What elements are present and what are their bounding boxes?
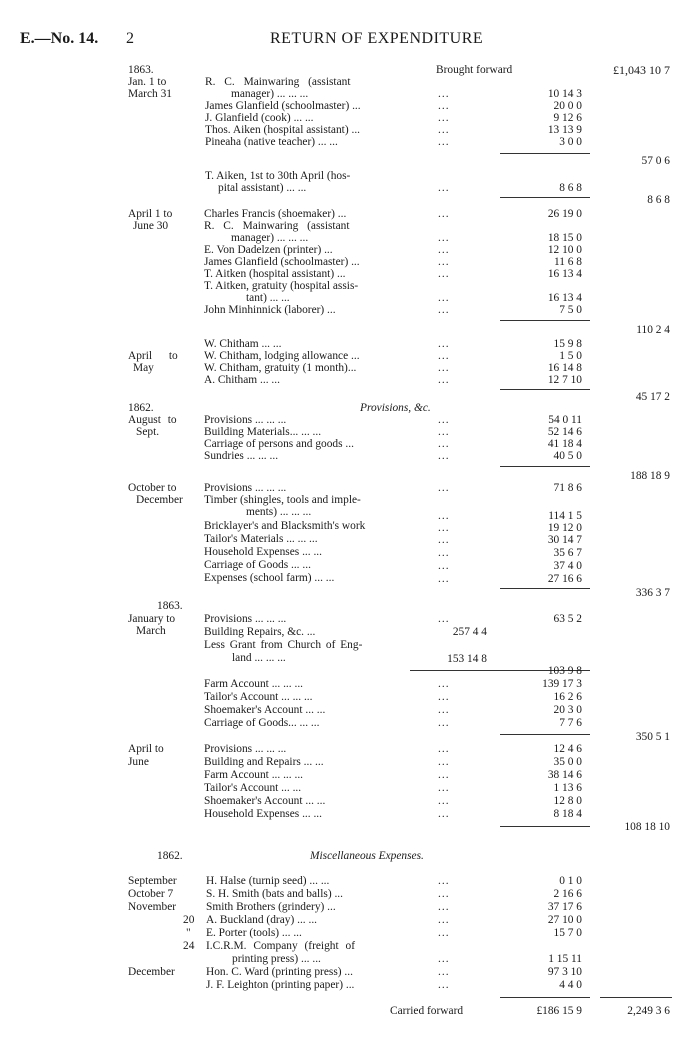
expense-desc: Carriage of persons and goods ... bbox=[204, 438, 354, 450]
date-label: January to bbox=[128, 613, 176, 625]
expense-desc: Provisions ... ... ... bbox=[204, 414, 287, 426]
date-label: Sept. bbox=[136, 426, 160, 438]
expense-desc: Carriage of Goods ... ... bbox=[204, 559, 311, 571]
year-label: 1863. bbox=[157, 600, 183, 612]
expense-desc: S. H. Smith (bats and balls) ... bbox=[206, 888, 343, 900]
expense-desc: Tailor's Account ... ... ... bbox=[204, 691, 313, 703]
year-label: 1863. bbox=[128, 64, 154, 76]
date-label: September bbox=[128, 875, 177, 887]
expense-desc: Expenses (school farm) ... ... bbox=[204, 572, 335, 584]
dot-leader: ... bbox=[438, 100, 450, 112]
dot-leader: ... bbox=[438, 438, 450, 450]
expense-desc: T. Aitken (hospital assistant) ... bbox=[204, 268, 346, 280]
expense-desc: A. Chitham ... ... bbox=[204, 374, 280, 386]
dot-leader: ... bbox=[438, 573, 450, 585]
subtotal: 110 2 4 bbox=[636, 324, 670, 336]
expense-desc: Shoemaker's Account ... ... bbox=[204, 795, 326, 807]
dot-leader: ... bbox=[438, 136, 450, 148]
dot-leader: ... bbox=[438, 414, 450, 426]
dot-leader: ... bbox=[438, 338, 450, 350]
date-label: August to bbox=[128, 414, 177, 426]
page-number: 2 bbox=[126, 30, 134, 47]
dot-leader: ... bbox=[438, 795, 450, 807]
dot-leader: ... bbox=[438, 232, 450, 244]
expense-amount: 16 14 8 bbox=[547, 362, 582, 374]
expense-amount: 153 14 8 bbox=[447, 653, 487, 665]
expense-amount: 139 17 3 bbox=[542, 678, 582, 690]
dot-leader: ... bbox=[438, 888, 450, 900]
rule bbox=[500, 588, 590, 589]
expense-amount: 41 18 4 bbox=[547, 438, 582, 450]
expense-amount: 4 4 0 bbox=[559, 979, 582, 991]
dot-leader: ... bbox=[438, 914, 450, 926]
ditto-mark: " bbox=[186, 927, 191, 939]
date-label: 24 bbox=[183, 940, 195, 952]
expense-amount: 1 13 6 bbox=[553, 782, 582, 794]
expense-amount: 27 10 0 bbox=[547, 914, 582, 926]
expense-desc: John Minhinnick (laborer) ... bbox=[204, 304, 336, 316]
dot-leader: ... bbox=[438, 782, 450, 794]
expense-amount: 71 8 6 bbox=[553, 482, 582, 494]
expense-amount: 37 17 6 bbox=[547, 901, 582, 913]
expense-amount: 15 9 8 bbox=[553, 338, 582, 350]
expense-amount: 8 18 4 bbox=[553, 808, 582, 820]
expense-desc: J. F. Leighton (printing paper) ... bbox=[206, 979, 355, 991]
rule bbox=[500, 826, 590, 827]
expense-amount: 0 1 0 bbox=[559, 875, 582, 887]
carried-forward-amount: £186 15 9 bbox=[536, 1005, 582, 1017]
expense-desc: W. Chitham ... ... bbox=[204, 338, 282, 350]
document-reference: E.—No. 14. bbox=[20, 30, 99, 47]
dot-leader: ... bbox=[438, 268, 450, 280]
expense-desc: Farm Account ... ... ... bbox=[204, 769, 304, 781]
dot-leader: ... bbox=[438, 901, 450, 913]
expense-amount: 1 5 0 bbox=[559, 350, 582, 362]
expense-amount: 12 10 0 bbox=[547, 244, 582, 256]
expense-desc: Timber (shingles, tools and imple- bbox=[204, 494, 361, 506]
expense-amount: 2 16 6 bbox=[553, 888, 582, 900]
dot-leader: ... bbox=[438, 350, 450, 362]
expense-desc: ments) ... ... ... bbox=[246, 506, 312, 518]
expense-amount: 13 13 9 bbox=[547, 124, 582, 136]
expense-desc: Building Repairs, &c. ... bbox=[204, 626, 316, 638]
rule bbox=[500, 153, 590, 154]
expense-desc: Sundries ... ... ... bbox=[204, 450, 279, 462]
expense-amount: 12 8 0 bbox=[553, 795, 582, 807]
dot-leader: ... bbox=[438, 966, 450, 978]
expense-amount: 35 0 0 bbox=[553, 756, 582, 768]
expense-desc: Smith Brothers (grindery) ... bbox=[206, 901, 336, 913]
dot-leader: ... bbox=[438, 124, 450, 136]
dot-leader: ... bbox=[438, 808, 450, 820]
expense-desc: Provisions ... ... ... bbox=[204, 743, 287, 755]
expense-amount: 11 6 8 bbox=[553, 256, 582, 268]
date-label: 20 bbox=[183, 914, 195, 926]
date-label: March 31 bbox=[128, 88, 172, 100]
expense-desc: E. Von Dadelzen (printer) ... bbox=[204, 244, 333, 256]
rule bbox=[600, 997, 672, 998]
subtotal: 57 0 6 bbox=[641, 155, 670, 167]
dot-leader: ... bbox=[438, 560, 450, 572]
expense-desc: land ... ... ... bbox=[232, 652, 286, 664]
dot-leader: ... bbox=[438, 362, 450, 374]
expense-amount: 38 14 6 bbox=[547, 769, 582, 781]
expense-desc: Farm Account ... ... ... bbox=[204, 678, 304, 690]
rule bbox=[500, 466, 590, 467]
subtotal: 45 17 2 bbox=[635, 391, 670, 403]
expense-amount: 7 5 0 bbox=[559, 304, 582, 316]
expense-desc: Less Grant from Church of Eng- bbox=[204, 639, 363, 651]
expense-amount: 12 4 6 bbox=[553, 743, 582, 755]
expense-desc: W. Chitham, lodging allowance ... bbox=[204, 350, 360, 362]
date-label: April to bbox=[128, 350, 178, 362]
section-heading: Miscellaneous Expenses. bbox=[310, 850, 424, 862]
expense-desc: James Glanfield (schoolmaster) ... bbox=[204, 256, 360, 268]
date-label: October to bbox=[128, 482, 177, 494]
expense-amount: 26 19 0 bbox=[547, 208, 582, 220]
expense-desc: Hon. C. Ward (printing press) ... bbox=[206, 966, 353, 978]
brought-forward-amount: £1,043 10 7 bbox=[613, 63, 670, 77]
rule bbox=[500, 389, 590, 390]
dot-leader: ... bbox=[438, 450, 450, 462]
date-label: October 7 bbox=[128, 888, 174, 900]
date-label: March bbox=[136, 625, 166, 637]
expense-desc: Building and Repairs ... ... bbox=[204, 756, 324, 768]
expense-amount: 52 14 6 bbox=[547, 426, 582, 438]
expense-desc: Pineaha (native teacher) ... ... bbox=[205, 136, 338, 148]
dot-leader: ... bbox=[438, 927, 450, 939]
dot-leader: ... bbox=[438, 426, 450, 438]
subtotal: 336 3 7 bbox=[635, 587, 670, 599]
expense-amount: 1 15 11 bbox=[548, 953, 582, 965]
expense-amount: 257 4 4 bbox=[452, 626, 487, 638]
dot-leader: ... bbox=[438, 678, 450, 690]
expense-amount: 103 9 8 bbox=[547, 665, 582, 677]
date-label: June 30 bbox=[133, 220, 169, 232]
carried-forward-label: Carried forward bbox=[390, 1005, 464, 1017]
expense-amount: 12 7 10 bbox=[547, 374, 582, 386]
expense-desc: H. Halse (turnip seed) ... ... bbox=[206, 875, 330, 887]
expense-amount: 20 0 0 bbox=[553, 100, 582, 112]
expense-desc: Thos. Aiken (hospital assistant) ... bbox=[205, 124, 361, 136]
expense-amount: 63 5 2 bbox=[553, 613, 582, 625]
expense-desc: Provisions ... ... ... bbox=[204, 613, 287, 625]
dot-leader: ... bbox=[438, 510, 450, 522]
dot-leader: ... bbox=[438, 717, 450, 729]
section-heading: Provisions, &c. bbox=[360, 402, 431, 414]
expense-desc: manager) ... ... ... bbox=[231, 88, 309, 100]
expense-desc: Household Expenses ... ... bbox=[204, 808, 323, 820]
expense-desc: T. Aitken, gratuity (hospital assis- bbox=[204, 280, 359, 292]
dot-leader: ... bbox=[438, 691, 450, 703]
dot-leader: ... bbox=[438, 979, 450, 991]
dot-leader: ... bbox=[438, 756, 450, 768]
expense-desc: Household Expenses ... ... bbox=[204, 546, 323, 558]
expense-desc: Tailor's Account ... ... bbox=[204, 782, 302, 794]
dot-leader: ... bbox=[438, 482, 450, 494]
date-label: April to bbox=[128, 743, 164, 755]
expense-amount: 15 7 0 bbox=[553, 927, 582, 939]
expense-desc: W. Chitham, gratuity (1 month)... bbox=[204, 362, 357, 374]
expense-amount: 16 2 6 bbox=[553, 691, 582, 703]
dot-leader: ... bbox=[438, 292, 450, 304]
year-label: 1862. bbox=[157, 850, 183, 862]
expense-amount: 97 3 10 bbox=[547, 966, 582, 978]
dot-leader: ... bbox=[438, 182, 450, 194]
rule bbox=[500, 320, 590, 321]
expense-desc: A. Buckland (dray) ... ... bbox=[206, 914, 318, 926]
dot-leader: ... bbox=[438, 953, 450, 965]
date-label: December bbox=[136, 494, 183, 506]
expense-amount: 16 13 4 bbox=[547, 292, 582, 304]
dot-leader: ... bbox=[438, 374, 450, 386]
expense-amount: 35 6 7 bbox=[553, 547, 582, 559]
expense-desc: R. C. Mainwaring (assistant bbox=[204, 220, 350, 232]
page-title: RETURN OF EXPENDITURE bbox=[270, 30, 484, 47]
expense-desc: Shoemaker's Account ... ... bbox=[204, 704, 326, 716]
dot-leader: ... bbox=[438, 304, 450, 316]
expense-amount: 3 0 0 bbox=[559, 136, 582, 148]
date-label: November bbox=[128, 901, 177, 913]
expense-desc: pital assistant) ... ... bbox=[218, 182, 307, 194]
dot-leader: ... bbox=[438, 88, 450, 100]
dot-leader: ... bbox=[438, 547, 450, 559]
expense-amount: 7 7 6 bbox=[559, 717, 582, 729]
dot-leader: ... bbox=[438, 534, 450, 546]
date-label: December bbox=[128, 966, 175, 978]
expense-amount: 40 5 0 bbox=[553, 450, 582, 462]
expense-desc: Charles Francis (shoemaker) ... bbox=[204, 208, 347, 220]
expense-desc: T. Aiken, 1st to 30th April (hos- bbox=[205, 170, 351, 182]
dot-leader: ... bbox=[438, 256, 450, 268]
expense-amount: 114 1 5 bbox=[548, 510, 582, 522]
dot-leader: ... bbox=[438, 875, 450, 887]
expense-desc: printing press) ... ... bbox=[232, 953, 321, 965]
dot-leader: ... bbox=[438, 244, 450, 256]
dot-leader: ... bbox=[438, 704, 450, 716]
expense-desc: I.C.R.M. Company (freight of bbox=[206, 940, 355, 952]
expense-desc: Provisions ... ... ... bbox=[204, 482, 287, 494]
expense-desc: Tailor's Materials ... ... ... bbox=[204, 533, 318, 545]
subtotal: 188 18 9 bbox=[630, 470, 670, 482]
dot-leader: ... bbox=[438, 522, 450, 534]
year-label: 1862. bbox=[128, 402, 154, 414]
date-label: Jan. 1 to bbox=[128, 76, 167, 88]
expense-amount: 37 4 0 bbox=[553, 560, 582, 572]
subtotal: 8 6 8 bbox=[647, 194, 670, 206]
expense-desc: James Glanfield (schoolmaster) ... bbox=[205, 100, 361, 112]
dot-leader: ... bbox=[438, 208, 450, 220]
expense-desc: manager) ... ... ... bbox=[231, 232, 309, 244]
expense-amount: 30 14 7 bbox=[547, 534, 582, 546]
expense-desc: R. C. Mainwaring (assistant bbox=[205, 76, 351, 88]
date-label: June bbox=[128, 756, 149, 768]
expense-desc: Carriage of Goods... ... ... bbox=[204, 717, 320, 729]
carried-forward-total: 2,249 3 6 bbox=[627, 1005, 670, 1017]
expense-amount: 16 13 4 bbox=[547, 268, 582, 280]
expense-desc: E. Porter (tools) ... ... bbox=[206, 927, 302, 939]
expense-desc: Building Materials... ... ... bbox=[204, 426, 322, 438]
expense-amount: 54 0 11 bbox=[548, 414, 582, 426]
expense-amount: 8 6 8 bbox=[559, 182, 582, 194]
expense-amount: 10 14 3 bbox=[547, 88, 582, 100]
expense-desc: Bricklayer's and Blacksmith's work bbox=[204, 520, 366, 532]
expense-amount: 9 12 6 bbox=[553, 112, 582, 124]
date-label: May bbox=[133, 362, 154, 374]
expense-amount: 20 3 0 bbox=[553, 704, 582, 716]
expense-amount: 18 15 0 bbox=[547, 232, 582, 244]
dot-leader: ... bbox=[438, 769, 450, 781]
dot-leader: ... bbox=[438, 743, 450, 755]
dot-leader: ... bbox=[438, 613, 450, 625]
subtotal: 350 5 1 bbox=[635, 731, 670, 743]
subtotal: 108 18 10 bbox=[624, 821, 670, 833]
rule bbox=[500, 734, 590, 735]
rule bbox=[500, 197, 590, 198]
brought-forward-label: Brought forward bbox=[436, 64, 513, 76]
expense-amount: 19 12 0 bbox=[547, 522, 582, 534]
rule bbox=[500, 997, 590, 998]
expense-desc: J. Glanfield (cook) ... ... bbox=[205, 112, 314, 124]
expense-amount: 27 16 6 bbox=[547, 573, 582, 585]
expense-desc: tant) ... ... bbox=[246, 292, 290, 304]
dot-leader: ... bbox=[438, 112, 450, 124]
date-label: April 1 to bbox=[128, 208, 173, 220]
